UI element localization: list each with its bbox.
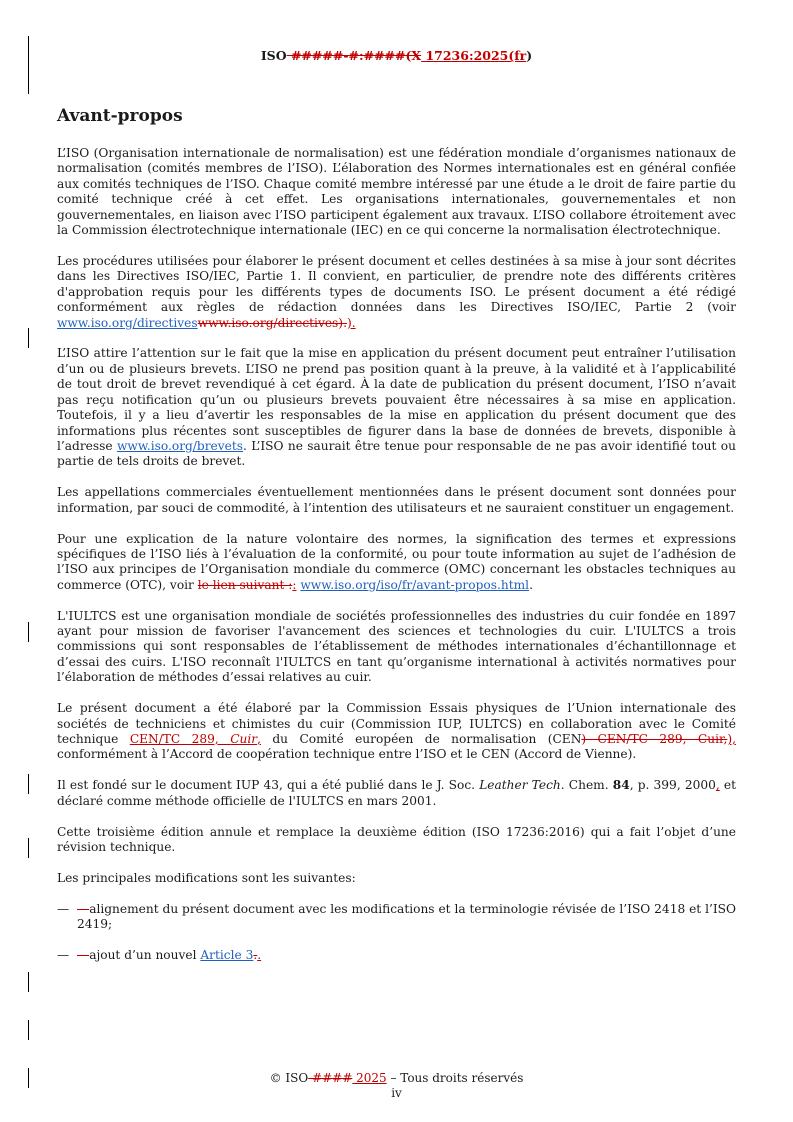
voluntary-inserted: : [292, 577, 297, 592]
prepared-tail: conformément à l’Accord de coopération technique entre l’ISO et le CEN (Accord de Vienne). [57, 747, 637, 762]
header-iso: ISO [260, 48, 287, 63]
paragraph-iso-intro: L’ISO (Organisation internationale de normalisation) est une fédération mondiale d’organismes nationaux de normalisation (comités membres de l’ISO). L’élaboration des Normes internationales est en général confiée aux comités techniques de l’ISO. Chaque comité membre intéressé par une étude a le droit de faire partie du comité technique créé à cet effet. Les organisations internationales, gouvernementales et non gouvernementales, en liaison avec l’ISO participent également aux travaux. L’ISO collabore étroitement avec la Commission électrotechnique internationale (IEC) en ce qui concerne la normalisation électrotechnique. [57, 146, 736, 238]
paragraph-prepared-by [57, 701, 736, 763]
copyright-suffix: – Tous droits réservés [386, 1071, 524, 1085]
header-deleted: #####-#:####(X [286, 48, 422, 63]
change-bar-header [28, 36, 29, 94]
paragraph-procedures [57, 254, 736, 331]
journal-italic: Leather Tech. [479, 778, 565, 793]
article-3-link[interactable]: Article 3 [200, 948, 254, 963]
list-dash: — [57, 948, 70, 963]
document-header [0, 48, 793, 63]
change-bar-iup [28, 838, 29, 858]
change-bar-list-1 [28, 972, 29, 992]
cen-tc-inserted: CEN/TC 289, [129, 732, 231, 746]
list-text: alignement du présent document avec les modifications et la terminologie révisée de l’ISO 2418 et l’ISO 2419; [77, 901, 736, 932]
journal-chem: Chem. [564, 778, 613, 793]
paragraph-edition: Cette troisième édition annule et remplace la deuxième édition (ISO 17236:2016) qui a fait l’objet d’une révision technique. [57, 824, 736, 855]
page-footer [0, 1071, 793, 1101]
list-item-text [77, 902, 736, 933]
voluntary-text: Pour une explication de la nature volontaire des normes, la signification des termes et expressions spécifiques de l’ISO liés à l’évaluation de la conformité, ou pour toute information au sujet de l’adhésion de l’ISO aux principes de l’Organisation mondiale du commerce (OMC) concernant les obstacles techniques au commerce (OTC), voir [57, 531, 736, 592]
list-period-deleted: . [253, 948, 258, 963]
patents-link[interactable]: www.iso.org/brevets [116, 438, 244, 453]
list-period-inserted: . [257, 948, 262, 963]
header-inserted: 17236:2025(fr [421, 48, 527, 63]
avant-propos-link[interactable]: www.iso.org/iso/fr/avant-propos.html [300, 577, 530, 592]
patents-tail: . L’ISO ne saurait être tenue pour responsable de ne pas avoir identifié tout ou partie de tels droits de brevet. [57, 438, 736, 469]
directives-link[interactable]: www.iso.org/directives [57, 315, 198, 330]
list-item [57, 902, 736, 933]
list-item-text [77, 948, 261, 963]
list-text: ajout d’un nouvel [89, 948, 201, 963]
list-dash: — [57, 901, 70, 916]
cen-tc-inserted-comma: , [257, 732, 261, 746]
cen-tc-deleted: ) CEN/TC 289, Cuir, [581, 732, 728, 746]
journal-pages: , p. 399, 2000 [629, 778, 716, 793]
copyright-line [0, 1071, 793, 1086]
header-close: ) [526, 48, 533, 63]
prepared-mid: du Comité européen de normalisation (CEN [260, 732, 582, 746]
paragraph-iultcs: L'IULTCS est une organisation mondiale de sociétés professionnelles des industries du cuir fondée en 1897 ayant pour mission de favoriser l'avancement des sciences et technologies du cuir. L'IULTCS a trois commissions qui sont responsables de l’établissement de méthodes internationales d’échantillonnage et d’essai des cuirs. L'ISO reconnaît l'IULTCS en tant qu’organisme international à activités normatives pour l’élaboration de méthodes d’essai relatives au cuir. [57, 608, 736, 685]
change-bar-list-2 [28, 1020, 29, 1040]
paragraph-voluntary [57, 532, 736, 594]
voluntary-deleted: le lien suivant : [197, 577, 293, 592]
paragraph-patents [57, 346, 736, 469]
paragraph-based-on [57, 778, 736, 809]
directives-deleted: www.iso.org/directives). [197, 315, 347, 330]
change-bar-avant-propos [28, 622, 29, 642]
copyright-prefix: © ISO [269, 1071, 309, 1085]
cen-tc-inserted-italic: Cuir [230, 732, 258, 746]
copyright-deleted: #### [308, 1071, 353, 1085]
prepared-text: Le présent document a été élaboré par la Commission Essais physiques de l’Union internationale des sociétés de techniciens et chimistes du cuir (Commission IUP, IULTCS) en collaboration avec le Comité technique [57, 701, 736, 746]
based-on-tail: et déclaré comme méthode officielle de l'IULTCS en mars 2001. [57, 778, 736, 808]
procedures-text: Les procédures utilisées pour élaborer le présent document et celles destinées à sa mise à jour sont décrites dans les Directives ISO/IEC, Partie 1. Il convient, en particulier, de prendre note des différents critères d'approbation requis pour les différents types de documents ISO. Le présent document a été rédigé conformément aux règles de rédaction données dans les Directives ISO/IEC, Partie 2 (voir [57, 253, 736, 315]
patents-text: L’ISO attire l’attention sur le fait que la mise en application du présent document peut entraîner l’utilisation d’un ou de plusieurs brevets. L’ISO ne prend pas position quant à la preuve, à la validité et à l’applicabilité de tout droit de brevet revendiqué à cet égard. À la date de publication du présent document, l’ISO n’avait pas reçu notification qu’un ou plusieurs brevets pouvaient être nécessaires à sa mise en application. Toutefois, il y a lieu d’avertir les responsables de la mise en application du présent document que des informations plus récentes sont susceptibles de figurer dans la base de données de brevets, disponible à l’adresse [57, 346, 736, 453]
paragraph-changes-intro: Les principales modifications sont les suivantes: [57, 870, 356, 885]
page-number: iv [391, 1086, 402, 1100]
list-dash-deleted: — [77, 948, 90, 963]
list-item [57, 948, 736, 963]
based-on-text: Il est fondé sur le document IUP 43, qui a été publié dans le J. Soc. [57, 778, 480, 793]
cen-close-inserted: ), [727, 732, 736, 746]
journal-volume: 84 [612, 778, 630, 793]
document-body [57, 146, 736, 979]
voluntary-tail: . [529, 577, 533, 592]
directives-inserted: ). [346, 315, 356, 330]
list-dash-deleted: — [77, 901, 90, 916]
change-bar-cen [28, 774, 29, 794]
paragraph-trade-names: Les appellations commerciales éventuellement mentionnées dans le présent document sont données pour information, par souci de commodité, à l’intention des utilisateurs et ne sauraient constituer un engagement. [57, 485, 736, 515]
page-title: Avant-propos [57, 106, 183, 126]
change-bar-directives [28, 328, 29, 348]
based-on-inserted: , [715, 778, 720, 793]
copyright-year-inserted: 2025 [352, 1071, 387, 1085]
